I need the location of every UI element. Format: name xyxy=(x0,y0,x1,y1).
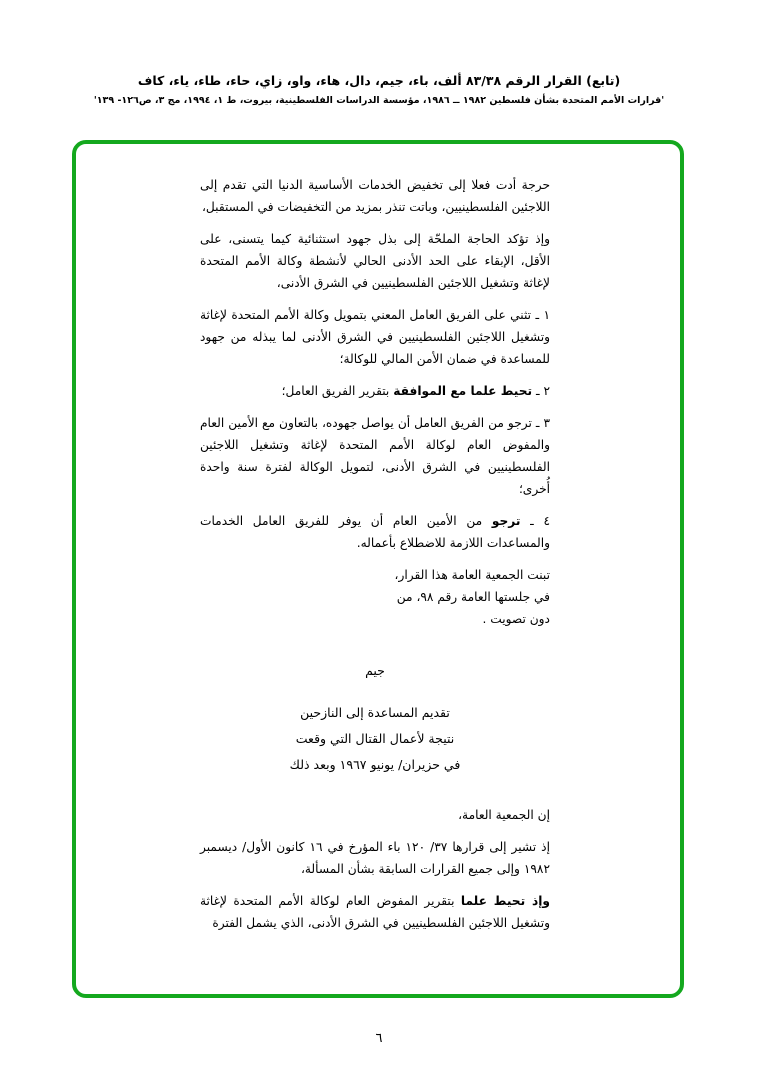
title-line-2: نتيجة لأعمال القتال التي وقعت xyxy=(295,731,455,746)
document-body xyxy=(200,174,550,944)
preamble-noting-rest: بتقرير المفوض العام لوكالة الأمم المتحدة لإغاثة وتشغيل اللاجئين الفلسطينيين في الشرق الأدنى، الذي يشمل الفترة xyxy=(200,894,550,930)
preamble-assembly: إن الجمعية العامة، xyxy=(458,808,550,822)
item2-emphasis: تحيط علما مع الموافقة xyxy=(393,384,533,398)
item4-emphasis: ترجو xyxy=(491,514,521,528)
title-line-3: في حزيران/ يونيو ١٩٦٧ وبعد ذلك xyxy=(289,757,461,772)
adoption-line-2: في جلستها العامة رقم ٩٨، من xyxy=(396,590,550,604)
preamble-noting-emphasis: تحيط علما xyxy=(460,894,526,908)
page-number: ٦ xyxy=(375,1031,383,1046)
operative-item-1: ١ ـ تثني على الفريق العامل المعني بتمويل وكالة الأمم المتحدة لإغاثة وتشغيل اللاجئين الفلسطينيين في الشرق الأدنى لما يبذله من جهود للمساعدة في ضمان الأمن المالي للوكالة؛ xyxy=(200,308,550,366)
adoption-line-1: تبنت الجمعية العامة هذا القرار، xyxy=(394,568,550,582)
resolution-title xyxy=(200,700,550,778)
page-header xyxy=(0,72,758,108)
item4-rest: من الأمين العام أن يوفر للفريق العامل الخدمات والمساعدات اللازمة للاضطلاع بأعماله. xyxy=(200,514,550,550)
adoption-note xyxy=(200,564,550,630)
item4-number: ٤ ـ xyxy=(520,514,550,528)
operative-item-4 xyxy=(200,510,550,554)
operative-item-2 xyxy=(200,380,550,402)
preamble-recalling: إذ تشير إلى قرارها ٣٧/ ١٢٠ باء المؤرخ في ١٦ كانون الأول/ ديسمبر ١٩٨٢ وإلى جميع القرارات السابقة بشأن المسألة، xyxy=(200,840,550,876)
header-source: 'قرارات الأمم المتحدة بشأن فلسطين ١٩٨٢ ــ ١٩٨٦، مؤسسة الدراسات الفلسطينية، بيروت، ط ١، ١٩٩٤، مج ٣، ص١٢٦- ١٣٩' xyxy=(93,95,665,106)
item2-rest: بتقرير الفريق العامل؛ xyxy=(281,384,394,398)
green-border-frame xyxy=(72,140,684,998)
section-letter: جيم xyxy=(365,663,385,678)
preamble-noting xyxy=(200,890,550,934)
paragraph-affirming: وإذ تؤكد الحاجة الملحّة إلى بذل جهود استثنائية كيما يتسنى، على الأقل، الإبقاء على الحد الأدنى الحالي لأنشطة وكالة الأمم المتحدة لإغاثة وتشغيل اللاجئين الفلسطينيين في الشرق الأدنى، xyxy=(200,232,550,290)
spacer xyxy=(200,630,550,660)
title-line-1: تقديم المساعدة إلى النازحين xyxy=(300,705,450,720)
preamble-noting-lead: وإذ xyxy=(525,894,550,908)
paragraph-continued: حرجة أدت فعلا إلى تخفيض الخدمات الأساسية الدنيا التي تقدم إلى اللاجئين الفلسطينيين، وباتت تنذر بمزيد من التخفيضات في المستقبل، xyxy=(200,178,550,214)
adoption-line-3: دون تصويت . xyxy=(482,612,550,626)
header-title: (تابع) القرار الرقم ٨٣/٣٨ ألف، باء، جيم، دال، هاء، واو، زاي، حاء، طاء، ياء، كاف xyxy=(137,73,621,88)
spacer xyxy=(200,796,550,804)
operative-item-3: ٣ ـ ترجو من الفريق العامل أن يواصل جهوده، بالتعاون مع الأمين العام والمفوض العام لوكالة الأمم المتحدة لإغاثة وتشغيل اللاجئين الفلسطينيين في الشرق الأدنى، لتمويل الوكالة لفترة سنة واحدة أُخرى؛ xyxy=(200,416,550,496)
item2-number: ٢ ـ xyxy=(532,384,550,398)
